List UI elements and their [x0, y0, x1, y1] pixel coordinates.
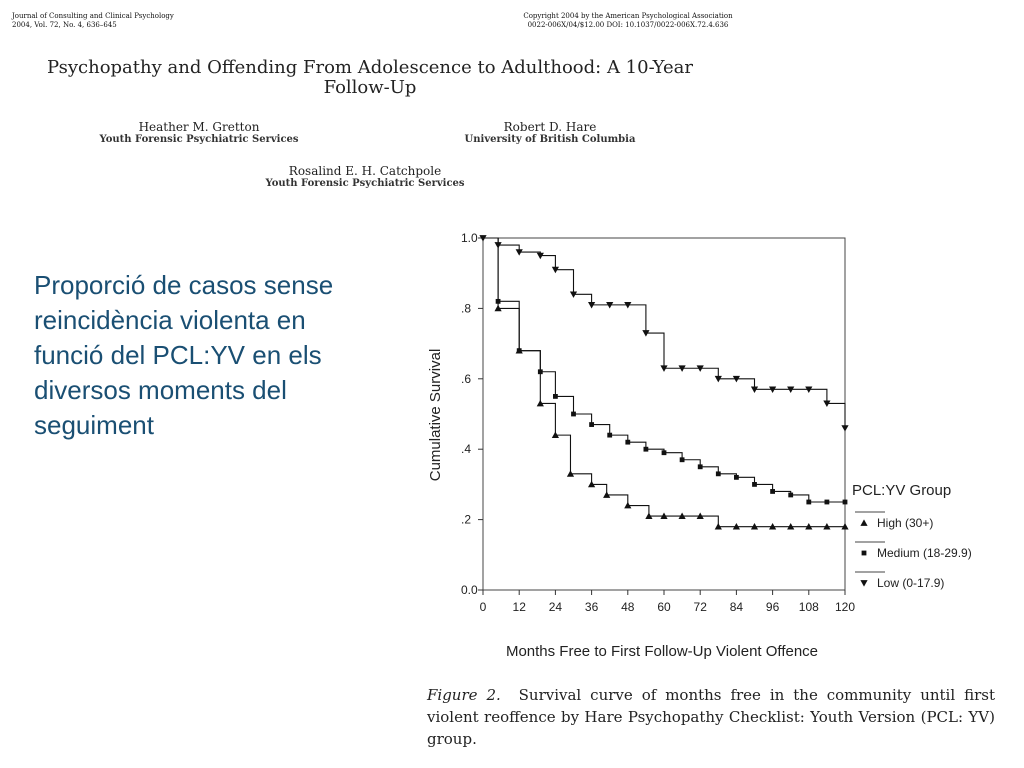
author-block-2 — [430, 121, 670, 145]
x-tick-label: 72 — [693, 600, 707, 614]
y-tick-label: 0.0 — [461, 583, 478, 597]
author-name: Robert D. Hare — [503, 120, 597, 134]
figure-label: Figure 2. — [427, 686, 501, 704]
x-tick-label: 60 — [657, 600, 671, 614]
square-marker — [553, 394, 558, 399]
survival-chart — [415, 222, 1010, 667]
series-layer — [479, 235, 848, 529]
journal-volume: 2004, Vol. 72, No. 4, 636–645 — [12, 21, 117, 29]
square-marker — [607, 433, 612, 438]
square-marker — [698, 464, 703, 469]
square-marker — [770, 489, 775, 494]
y-tick-label: .4 — [461, 442, 472, 457]
x-tick-label: 24 — [548, 600, 563, 614]
paper-title: Psychopathy and Offending From Adolescence to Adulthood: A 10-Year Follow-Up — [46, 57, 693, 98]
y-tick-label: .8 — [461, 301, 472, 316]
author-affiliation: University of British Columbia — [464, 134, 636, 145]
legend-label: Low (0-17.9) — [877, 576, 945, 590]
x-tick-label: 48 — [621, 600, 635, 614]
author-name: Heather M. Gretton — [138, 120, 260, 134]
square-marker — [734, 475, 739, 480]
square-marker — [662, 450, 667, 455]
legend — [852, 482, 972, 590]
square-marker — [517, 348, 522, 353]
plot-area — [483, 238, 845, 590]
square-marker — [752, 482, 757, 487]
triangle-down-marker — [860, 580, 867, 586]
author-block-3 — [250, 165, 480, 189]
series-triangle-down — [483, 238, 849, 432]
author-name: Rosalind E. H. Catchpole — [288, 164, 442, 178]
copyright-line: Copyright 2004 by the American Psychological Association — [523, 12, 733, 20]
legend-label: High (30+) — [877, 516, 934, 530]
author-affiliation: Youth Forensic Psychiatric Services — [99, 134, 299, 145]
figure-caption — [427, 684, 995, 750]
doi-line: 0022-006X/04/$12.00 DOI: 10.1037/0022-006X.72.4.636 — [527, 21, 729, 29]
square-marker — [680, 457, 685, 462]
x-tick-label: 108 — [798, 600, 819, 614]
legend-label: Medium (18-29.9) — [877, 546, 972, 560]
y-tick-label: .6 — [461, 371, 472, 386]
plot-frame — [483, 238, 845, 590]
triangle-up-marker — [860, 519, 867, 525]
journal-citation — [12, 12, 272, 30]
y-axis-label: Cumulative Survival — [427, 348, 444, 482]
x-tick-label: 120 — [834, 600, 856, 614]
triangle-down-marker — [841, 425, 848, 431]
square-marker — [496, 299, 501, 304]
square-marker — [538, 369, 543, 374]
square-marker — [625, 440, 630, 445]
square-marker — [589, 422, 594, 427]
survival-step-line — [483, 238, 845, 428]
x-tick-label: 36 — [584, 600, 599, 614]
square-marker — [788, 493, 793, 498]
survival-step-line — [483, 238, 845, 527]
legend-title: PCL:YV Group — [852, 482, 952, 499]
x-tick-label: 12 — [512, 600, 526, 614]
y-tick-label: 1.0 — [461, 231, 478, 245]
square-marker — [644, 447, 649, 452]
series-square — [483, 238, 847, 504]
slide-note: Proporció de casos sense reincidència violenta en funció del PCL:YV en els diversos moments del seguiment — [34, 270, 334, 440]
author-affiliation: Youth Forensic Psychiatric Services — [265, 178, 465, 189]
square-marker — [825, 500, 830, 505]
square-marker — [843, 500, 848, 505]
square-marker — [716, 471, 721, 476]
x-axis-label: Months Free to First Follow-Up Violent Offence — [505, 643, 819, 660]
x-tick-label: 96 — [765, 600, 780, 614]
copyright-notice — [508, 12, 748, 30]
square-marker — [806, 500, 811, 505]
x-tick-label: 84 — [729, 600, 744, 614]
y-tick-label: .2 — [461, 512, 472, 527]
x-tick-label: 0 — [479, 600, 487, 614]
figure-caption-text: Survival curve of months free in the community until first violent reoffence by Hare Psychopathy Checklist: Youth Version (PCL: YV) group. — [427, 686, 995, 748]
square-marker — [862, 551, 867, 556]
chart-axes — [461, 231, 855, 614]
author-block-1 — [84, 121, 314, 145]
series-triangle-up — [483, 238, 849, 530]
journal-name: Journal of Consulting and Clinical Psychology — [12, 12, 174, 20]
square-marker — [571, 412, 576, 417]
